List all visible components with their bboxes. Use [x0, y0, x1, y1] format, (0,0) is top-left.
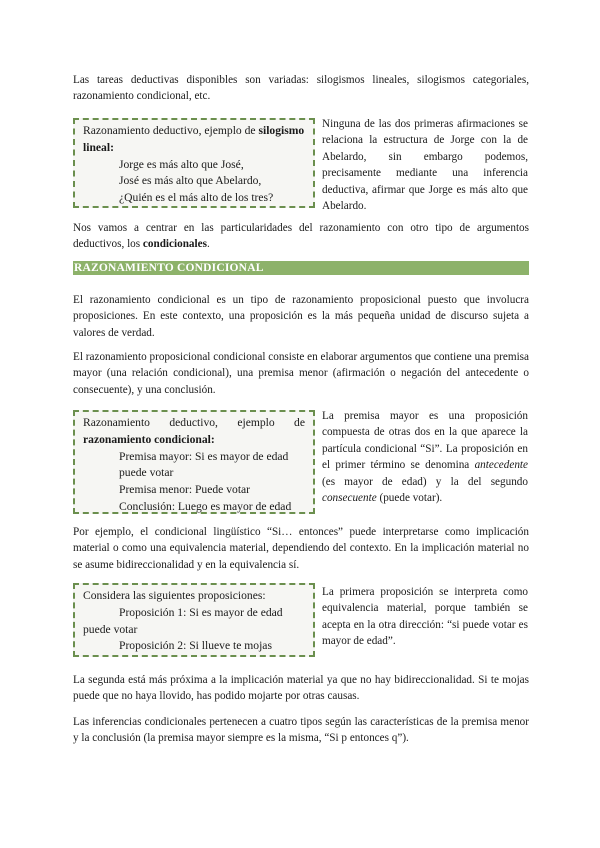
definition-paragraph: El razonamiento condicional es un tipo de razonamiento proposicional puesto que involucra proposiciones. En este contexto, una proposición es la más pequeña unidad de discurso sujeta a valores de verdad. [73, 294, 529, 339]
conditionals-intro-paragraph: Nos vamos a centrar en las particularidades del razonamiento con otro tipo de argumentos deductivos, los condicionales. [73, 222, 529, 251]
inference-types-paragraph: Las inferencias condicionales pertenecen a cuatro tipos según las características de la premisa menor y la conclusión (la premisa mayor siempre es la misma, “Si p entonces q”). [73, 716, 529, 745]
example-box-linear-syllogism [73, 118, 315, 208]
example-line: ¿Quién es el más alto de los tres? [119, 191, 274, 205]
example-line: Proposición 1: Si es mayor de edad puede votar [83, 605, 283, 636]
example-line: José es más alto que Abelardo, [119, 174, 262, 188]
section-heading: RAZONAMIENTO CONDICIONAL [73, 261, 529, 275]
side-note-conditional: La premisa mayor es una proposición compuesta de otras dos en la que aparece la partícula condicional “Si”. La proposición en el primer término se denomina antecedente (es mayor de edad) y la del segundo consecuente (puede votar). [322, 410, 528, 505]
example-line: Premisa mayor: Si es mayor de edad puede votar [119, 449, 289, 480]
example-line: Conclusión: Luego es mayor de edad [119, 499, 292, 513]
side-note-linear: Ninguna de las dos primeras afirmaciones se relaciona la estructura de Jorge con la de Abelardo, sin embargo podemos, precisamente mediante una inferencia deductiva, afirmar que Jorge es más alto que Abelardo. [322, 118, 528, 213]
example-box-propositions [73, 583, 315, 657]
intro-paragraph: Las tareas deductivas disponibles son variadas: silogismos lineales, silogismos categoriales, razonamiento condicional, etc. [73, 74, 529, 103]
structure-paragraph: El razonamiento proposicional condicional consiste en elaborar argumentos que contiene una premisa mayor (una relación condicional), una premisa menor (afirmación o negación del antecedente o consecuente), y una conclusión. [73, 351, 529, 396]
example-line: Premisa menor: Puede votar [119, 483, 251, 497]
example-box-conditional [73, 410, 315, 514]
example-line: Jorge es más alto que José, [119, 157, 244, 171]
example-box-title: Considera las siguientes proposiciones: [83, 589, 266, 602]
example-box-title: Razonamiento deductivo, ejemplo de [83, 416, 305, 429]
implication-paragraph: La segunda está más próxima a la implicación material ya que no hay bidireccionalidad. Si te mojas puede que no haya llovido, has podido mojarte por otras causas. [73, 674, 529, 703]
example-line: Proposición 2: Si llueve te mojas [119, 639, 272, 653]
interpretation-paragraph: Por ejemplo, el condicional lingüístico “Si… entonces” puede interpretarse como implicación material o como una equivalencia material, dependiendo del contexto. En la implicación material no se asume bidireccionalidad y en la equivalencia sí. [73, 526, 529, 571]
example-box-title: Razonamiento deductivo, ejemplo de silogismo lineal: [83, 124, 305, 154]
side-note-propositions: La primera proposición se interpreta como equivalencia material, porque también se acepta en la otra dirección: “si puede votar es mayor de edad”. [322, 586, 528, 648]
example-box-title-cont: razonamiento condicional: [83, 432, 215, 446]
